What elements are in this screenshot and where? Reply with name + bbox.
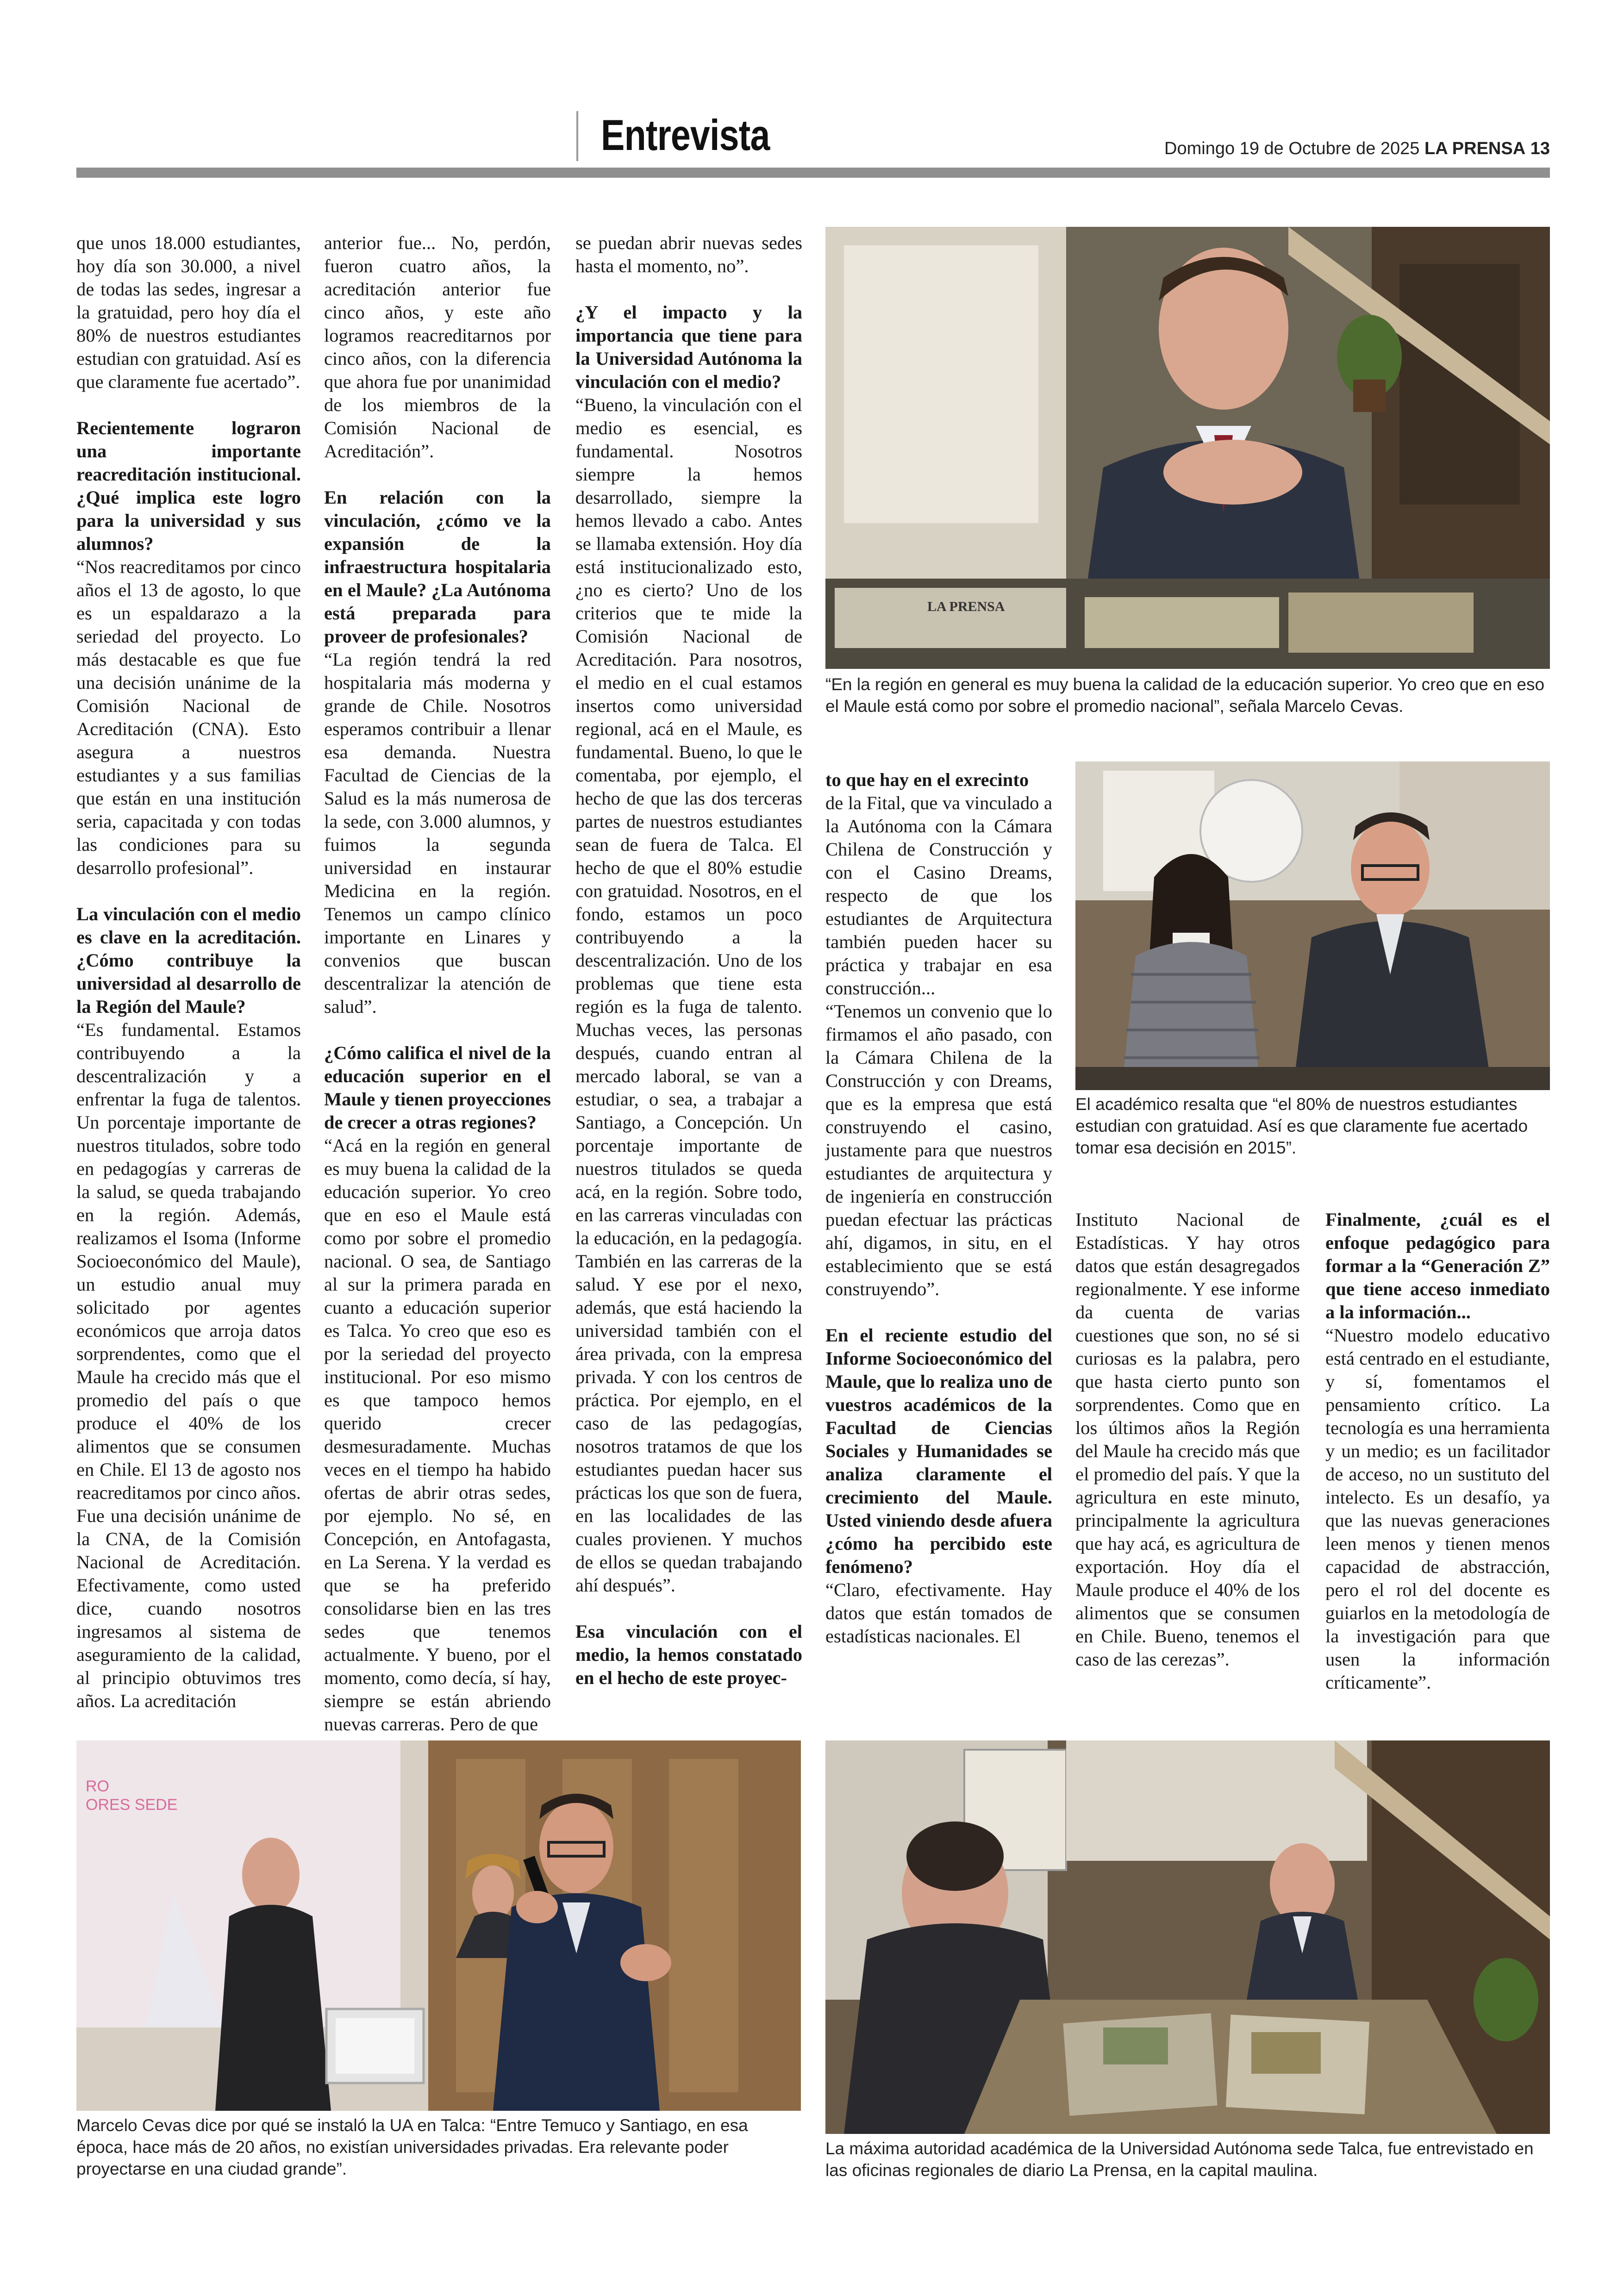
- question-block: [324, 486, 551, 1018]
- answer-paragraph: que unos 18.000 estudiantes, hoy día son 30.000, a nivel de todas las sedes, ingresar a la gratuidad, pero hoy día el 80% de nuestros estudiantes estudian con gratuidad. Así es que claramente fue acertado”.: [76, 232, 301, 392]
- question-text: to que hay en el exrecinto: [825, 769, 1029, 790]
- answer-text: “Acá en la región en general es muy buena la calidad de la educación superior. Yo creo que en eso el Maule está como por sobre el promedio nacional. O sea, de Santiago al sur la primera parada en cuanto a educación superior es Talca. Yo creo que eso es por la seriedad del proyecto institucional. Por eso mismo es que tampoco hemos querido crecer desmesuradamente. Muchas veces en el tiempo ha habido ofertas de abrir otras sedes, por ejemplo. No sé, en Concepción, en Antofagasta, en La Serena. Y la verdad es que se ha preferido consolidarse bien en las tres sedes que tenemos actualmente. Y bueno, por el momento, como decía, sí hay, siempre se están abriendo nuevas carreras. Pero de que: [324, 1135, 551, 1734]
- section-title: Entrevista: [601, 111, 770, 159]
- newspaper-name: LA PRENSA: [1424, 139, 1526, 158]
- article-column-2: [324, 231, 551, 1736]
- question-text: Recientemente lograron una importante reacreditación institucional. ¿Qué implica este logro para la universidad y sus alumnos?: [76, 418, 301, 554]
- event-sign-text: RO ORES SEDE: [86, 1777, 178, 1814]
- question-text: Esa vinculación con el medio, la hemos constatado en el hecho de este proyec-: [575, 1621, 802, 1688]
- question-text: La vinculación con el medio es clave en la acreditación. ¿Cómo contribuye la universidad al desarrollo de la Región del Maule?: [76, 904, 301, 1017]
- question-block: [575, 301, 802, 1597]
- caption-photo-3: Marcelo Cevas dice por qué se instaló la UA en Talca: “Entre Temuco y Santiago, en esa época, hace más de 20 años, no existían universidades privadas. Era relevante poder proyectarse en una ciudad grande”.: [76, 2116, 748, 2178]
- header-rule: [76, 168, 1550, 178]
- question-block: [575, 1620, 802, 1690]
- answer-paragraph: anterior fue... No, perdón, fueron cuatro años, la acreditación anterior fue cinco años, y este año logramos reacreditarnos por cinco años, con la diferencia que ahora fue por unanimidad de los miembros de la Comisión Nacional de Acreditación”.: [324, 232, 551, 461]
- question-text: En el reciente estudio del Informe Socioeconómico del Maule, que lo realiza uno de vuestros académicos de la Facultad de Ciencias Sociales y Humanidades se analiza claramente el crecimiento del Maule. Usted viniendo desde afuera ¿cómo ha percibido este fenómeno?: [825, 1325, 1052, 1577]
- photo-interview-table: [825, 1740, 1550, 2134]
- answer-paragraph: se puedan abrir nuevas sedes hasta el momento, no”.: [575, 232, 802, 276]
- article-column-4: [825, 768, 1052, 1648]
- answer-text: “Es fundamental. Estamos contribuyendo a la descentralización y a enfrentar la fuga de talentos. Un porcentaje importante de nuestros titulados, sobre todo en pedagogías y carreras de la salud, se queda trabajando en la región. Además, realizamos el Isoma (Informe Socioeconómico del Maule), un estudio anual muy solicitado por agentes económicos que arroja datos sorprendentes, como que el Maule ha crecido más que el promedio del país o que produce el 40% de los alimentos que se consumen en Chile. El 13 de agosto nos reacreditamos por cinco años. Fue una decisión unánime de la CNA, de la Comisión Nacional de Acreditación. Efectivamente, como usted dice, cuando nosotros ingresamos al sistema de aseguramiento de la calidad, al principio obtuvimos tres años. La acreditación: [76, 1019, 301, 1711]
- question-block: [1325, 1208, 1550, 1694]
- answer-paragraph: “Tenemos un convenio que lo firmamos el año pasado, con la Cámara Chilena de la Construcción y con Dreams, que es la empresa que está construyendo el casino, justamente para que nuestros estudiantes de arquitectura y de ingeniería en construcción puedan efectuar las prácticas ahí, digamos, in situ, en el establecimiento que se está construyendo”.: [825, 1001, 1052, 1299]
- article-column-3: [575, 231, 802, 1690]
- question-block: [76, 417, 301, 879]
- question-block: [825, 1324, 1052, 1648]
- caption-photo-1: “En la región en general es muy buena la calidad de la educación superior. Yo creo que en eso el Maule está como por sobre el promedio nacional”, señala Marcelo Cevas.: [825, 675, 1545, 716]
- photo-two-academics: [1075, 761, 1550, 1090]
- question-text: En relación con la vinculación, ¿cómo ve la expansión de la infraestructura hospitalaria en el Maule? ¿La Autónoma está preparada para proveer de profesionales?: [324, 487, 551, 647]
- photo-speaker-microphone: [76, 1740, 801, 2111]
- issue-date: Domingo 19 de Octubre de 2025: [1164, 139, 1420, 158]
- question-block: [825, 768, 1052, 1000]
- article-column-6: [1325, 1208, 1550, 1694]
- page-number: 13: [1530, 139, 1550, 158]
- answer-text: “Claro, efectivamente. Hay datos que están tomados de estadísticas nacionales. El: [825, 1579, 1052, 1646]
- photo-interview-portrait: [825, 227, 1550, 669]
- caption-photo-4: La máxima autoridad académica de la Universidad Autónoma sede Talca, fue entrevistado en las oficinas regionales de diario La Prensa, en la capital maulina.: [825, 2139, 1534, 2180]
- newspaper-masthead-text: LA PRENSA: [927, 599, 1005, 614]
- question-block: [76, 903, 301, 1713]
- answer-text: de la Fital, que va vinculado a la Autónoma con la Cámara Chilena de Construcción y con el Casino Dreams, respecto de que los estudiantes de Arquitectura también pueden hacer su práctica y trabajar en esa construcción...: [825, 792, 1052, 998]
- section-divider: [576, 111, 578, 161]
- caption-photo-2: El académico resalta que “el 80% de nuestros estudiantes estudian con gratuidad. Así es que claramente fue acertado tomar esa decisión en 2015”.: [1075, 1095, 1528, 1157]
- question-text: ¿Y el impacto y la importancia que tiene para la Universidad Autónoma la vinculación con el medio?: [575, 302, 802, 392]
- question-block: [324, 1041, 551, 1736]
- answer-text: “Bueno, la vinculación con el medio es esencial, es fundamental. Nosotros siempre la hemos desarrollado, siempre la hemos llevado a cabo. Antes se llamaba extensión. Hoy día está institucionalizado esto, ¿no es cierto? Uno de los criterios que te mide la Comisión Nacional de Acreditación. Para nosotros, el medio en el cual estamos insertos como universidad regional, acá en el Maule, es fundamental. Bueno, lo que le comentaba, por ejemplo, el hecho de que las dos terceras partes de nuestros estudiantes sean de fuera de Talca. El hecho de que el 80% estudie con gratuidad. Nosotros, en el fondo, estamos un poco contribuyendo a la descentralización. Uno de los problemas que tiene esta región es la fuga de talento. Muchas veces, las personas después, cuando entran al mercado laboral, se van a estudiar, o sea, a trabajar a Santiago, a Concepción. Un porcentaje importante de nuestros titulados se queda acá, en la región. Sobre todo, en las carreras vinculadas con la educación, en la pedagogía. También en las carreras de la salud. Y ese por el nexo, además, que está haciendo la universidad también con el área privada, con la empresa privada. Y con los centros de práctica. Por ejemplo, en el caso de las pedagogías, nosotros tratamos de que los estudiantes puedan hacer sus prácticas los que son de fuera, en las localidades de las cuales provienen. Y muchos de ellos se quedan trabajando ahí después”.: [575, 394, 802, 1596]
- answer-text: “La región tendrá la red hospitalaria más moderna y grande de Chile. Nosotros esperamos contribuir a llenar esa demanda. Nuestra Facultad de Ciencias de la Salud es la más numerosa de la sede, con 3.000 alumnos, y fuimos la segunda universidad en instaurar Medicina en la región. Tenemos un campo clínico importante en Linares y convenios que buscan descentralizar la atención de salud”.: [324, 649, 551, 1017]
- article-column-1: [76, 231, 301, 1713]
- dateline: [1164, 139, 1550, 159]
- article-column-5: [1075, 1208, 1300, 1671]
- question-text: ¿Cómo califica el nivel de la educación superior en el Maule y tienen proyecciones de crecer a otras regiones?: [324, 1042, 551, 1133]
- question-text: Finalmente, ¿cuál es el enfoque pedagógico para formar a la “Generación Z” que tiene acceso inmediato a la información...: [1325, 1209, 1550, 1322]
- answer-text: “Nos reacreditamos por cinco años el 13 de agosto, lo que es un espaldarazo a la seriedad del proyecto. Lo más destacable es que fue una decisión unánime de la Comisión Nacional de Acreditación (CNA). Esto asegura a nuestros estudiantes y a sus familias que están en una institución seria, capacitada y con todas las condiciones para su desarrollo profesional”.: [76, 556, 301, 878]
- answer-paragraph: Instituto Nacional de Estadísticas. Y hay otros datos que están desagregados regionalmente. Y ese informe da cuenta de varias cuestiones que son, no sé si curiosas es la palabra, pero que hasta cierto punto son sorprendentes. Como que en los últimos años la Región del Maule ha crecido más que el promedio del país. Y que la agricultura en este minuto, principalmente la agricultura que hay acá, es agricultura de exportación. Hoy día el Maule produce el 40% de los alimentos que se consumen en Chile. Bueno, tenemos el caso de las cerezas”.: [1075, 1209, 1300, 1670]
- answer-text: “Nuestro modelo educativo está centrado en el estudiante, y sí, fomentamos el pensamiento crítico. La tecnología es una herramienta y un medio; es un facilitador de acceso, no un sustituto del intelecto. Es un desafío, ya que las nuevas generaciones leen menos y tienen menos capacidad de abstracción, pero el rol del docente es guiarlos en la metodología de la investigación para que usen la información críticamente”.: [1325, 1325, 1550, 1693]
